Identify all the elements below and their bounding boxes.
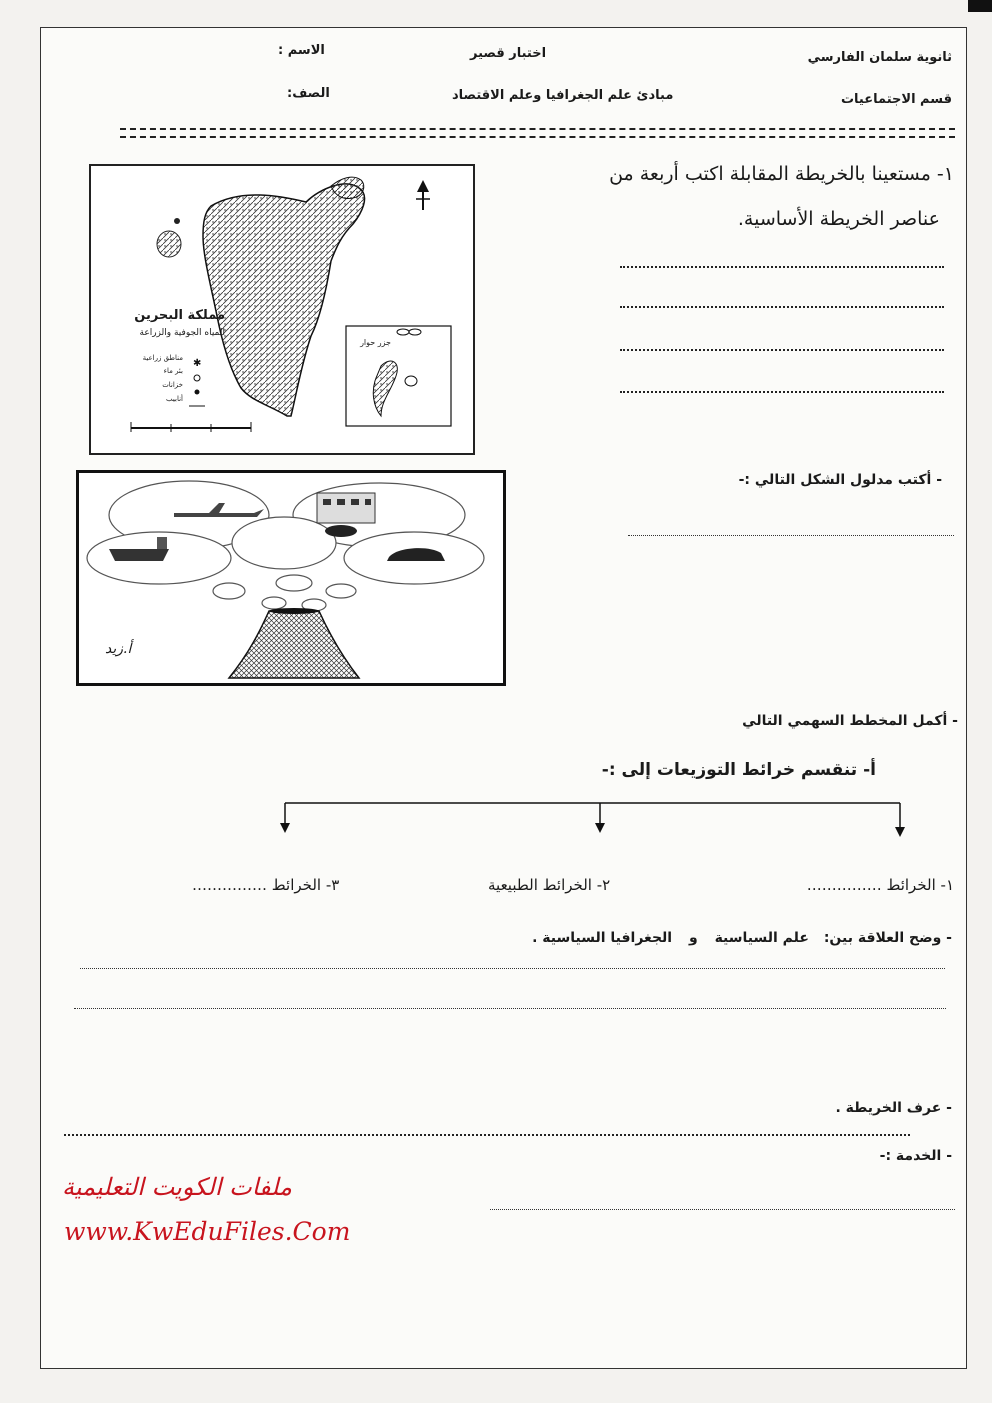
class-label: الصف: [287,86,330,101]
answer-line-4[interactable] [620,391,944,393]
q4-answer-line-2[interactable] [74,1008,946,1009]
branch-1-label: ١- الخرائط [886,876,954,894]
q3-subtitle: أ- تنقسم خرائط التوزيعات إلى :- [601,760,876,780]
branch-item-1 [807,876,954,894]
q4-term1: علم السياسية [714,930,809,946]
q4-question [532,930,952,946]
legend-item-2: بئر ماء [163,367,183,375]
scan-corner-mark [968,0,992,12]
mountain-icon [229,611,359,678]
clouds-drawing [79,473,503,683]
inset-label: جزر حوار [360,338,391,347]
artist-signature: أ.زيد [105,641,132,657]
legend-item-3: خزانات [162,381,183,389]
watermark-arabic: ملفات الكويت التعليمية [62,1173,292,1201]
name-label: الاسم : [278,43,325,58]
q4-term2: الجغرافيا السياسية . [532,930,673,946]
exam-title: اختبار قصير [470,46,547,61]
svg-text:✱: ✱ [193,358,202,369]
q1-line2: عناصر الخريطة الأساسية. [737,208,940,230]
q5-text: - عرف الخريطة . [835,1100,952,1116]
islet [174,218,180,224]
legend-item-1: مناطق زراعية [142,354,183,362]
watermark-url[interactable]: www.KwEduFiles.Com [64,1217,351,1246]
q5-answer-line[interactable] [64,1134,910,1136]
branch-3-dots[interactable]: …………… [192,876,267,894]
map-subtitle: المياه الجوفية والزراعة [139,328,225,338]
q6-answer-line[interactable] [490,1209,955,1210]
legend-item-4: أنابيب [166,395,183,403]
answer-line-2[interactable] [620,306,944,308]
branch-1-dots[interactable]: …………… [806,876,882,894]
answer-line-1[interactable] [620,266,944,268]
cloud-center [232,517,336,569]
map-title: مملكة البحرين [134,308,225,323]
q1-line1: ١- مستعينا بالخريطة المقابلة اكتب أربعة من [609,163,954,185]
branch-2-label: ٢- الخرائط الطبيعية [488,876,611,894]
branch-3-label: ٣- الخرائط [271,876,340,894]
school-name: ثانوية سلمان الفارسي [807,50,952,65]
branch-item-3 [192,876,339,894]
header-divider [120,128,955,138]
q3-title: - أكمل المخطط السهمي التالي [742,713,958,729]
building-icon [317,493,375,523]
north-arrow-icon [416,180,430,210]
q4-and: و [688,930,698,946]
q4-answer-line-1[interactable] [80,968,945,969]
legend-symbols [189,358,205,406]
main-island [203,184,365,416]
department-name: قسم الاجتماعيات [840,92,952,107]
oil-icon [325,525,357,537]
q2-text: - أكتب مدلول الشكل التالي :- [738,472,942,488]
q6-text: - الخدمة :- [879,1148,952,1164]
answer-line-3[interactable] [620,349,944,351]
q4-label: - وضح العلاقة بين: [823,930,952,946]
economic-activities-figure [76,470,506,686]
arrow-diagram [270,795,920,845]
q2-answer-line[interactable] [628,535,954,536]
island-west [157,231,181,257]
bahrain-map [89,164,475,455]
subject-title: مبادئ علم الجغرافيا وعلم الاقتصاد [452,88,674,103]
scale-bar [131,422,251,432]
